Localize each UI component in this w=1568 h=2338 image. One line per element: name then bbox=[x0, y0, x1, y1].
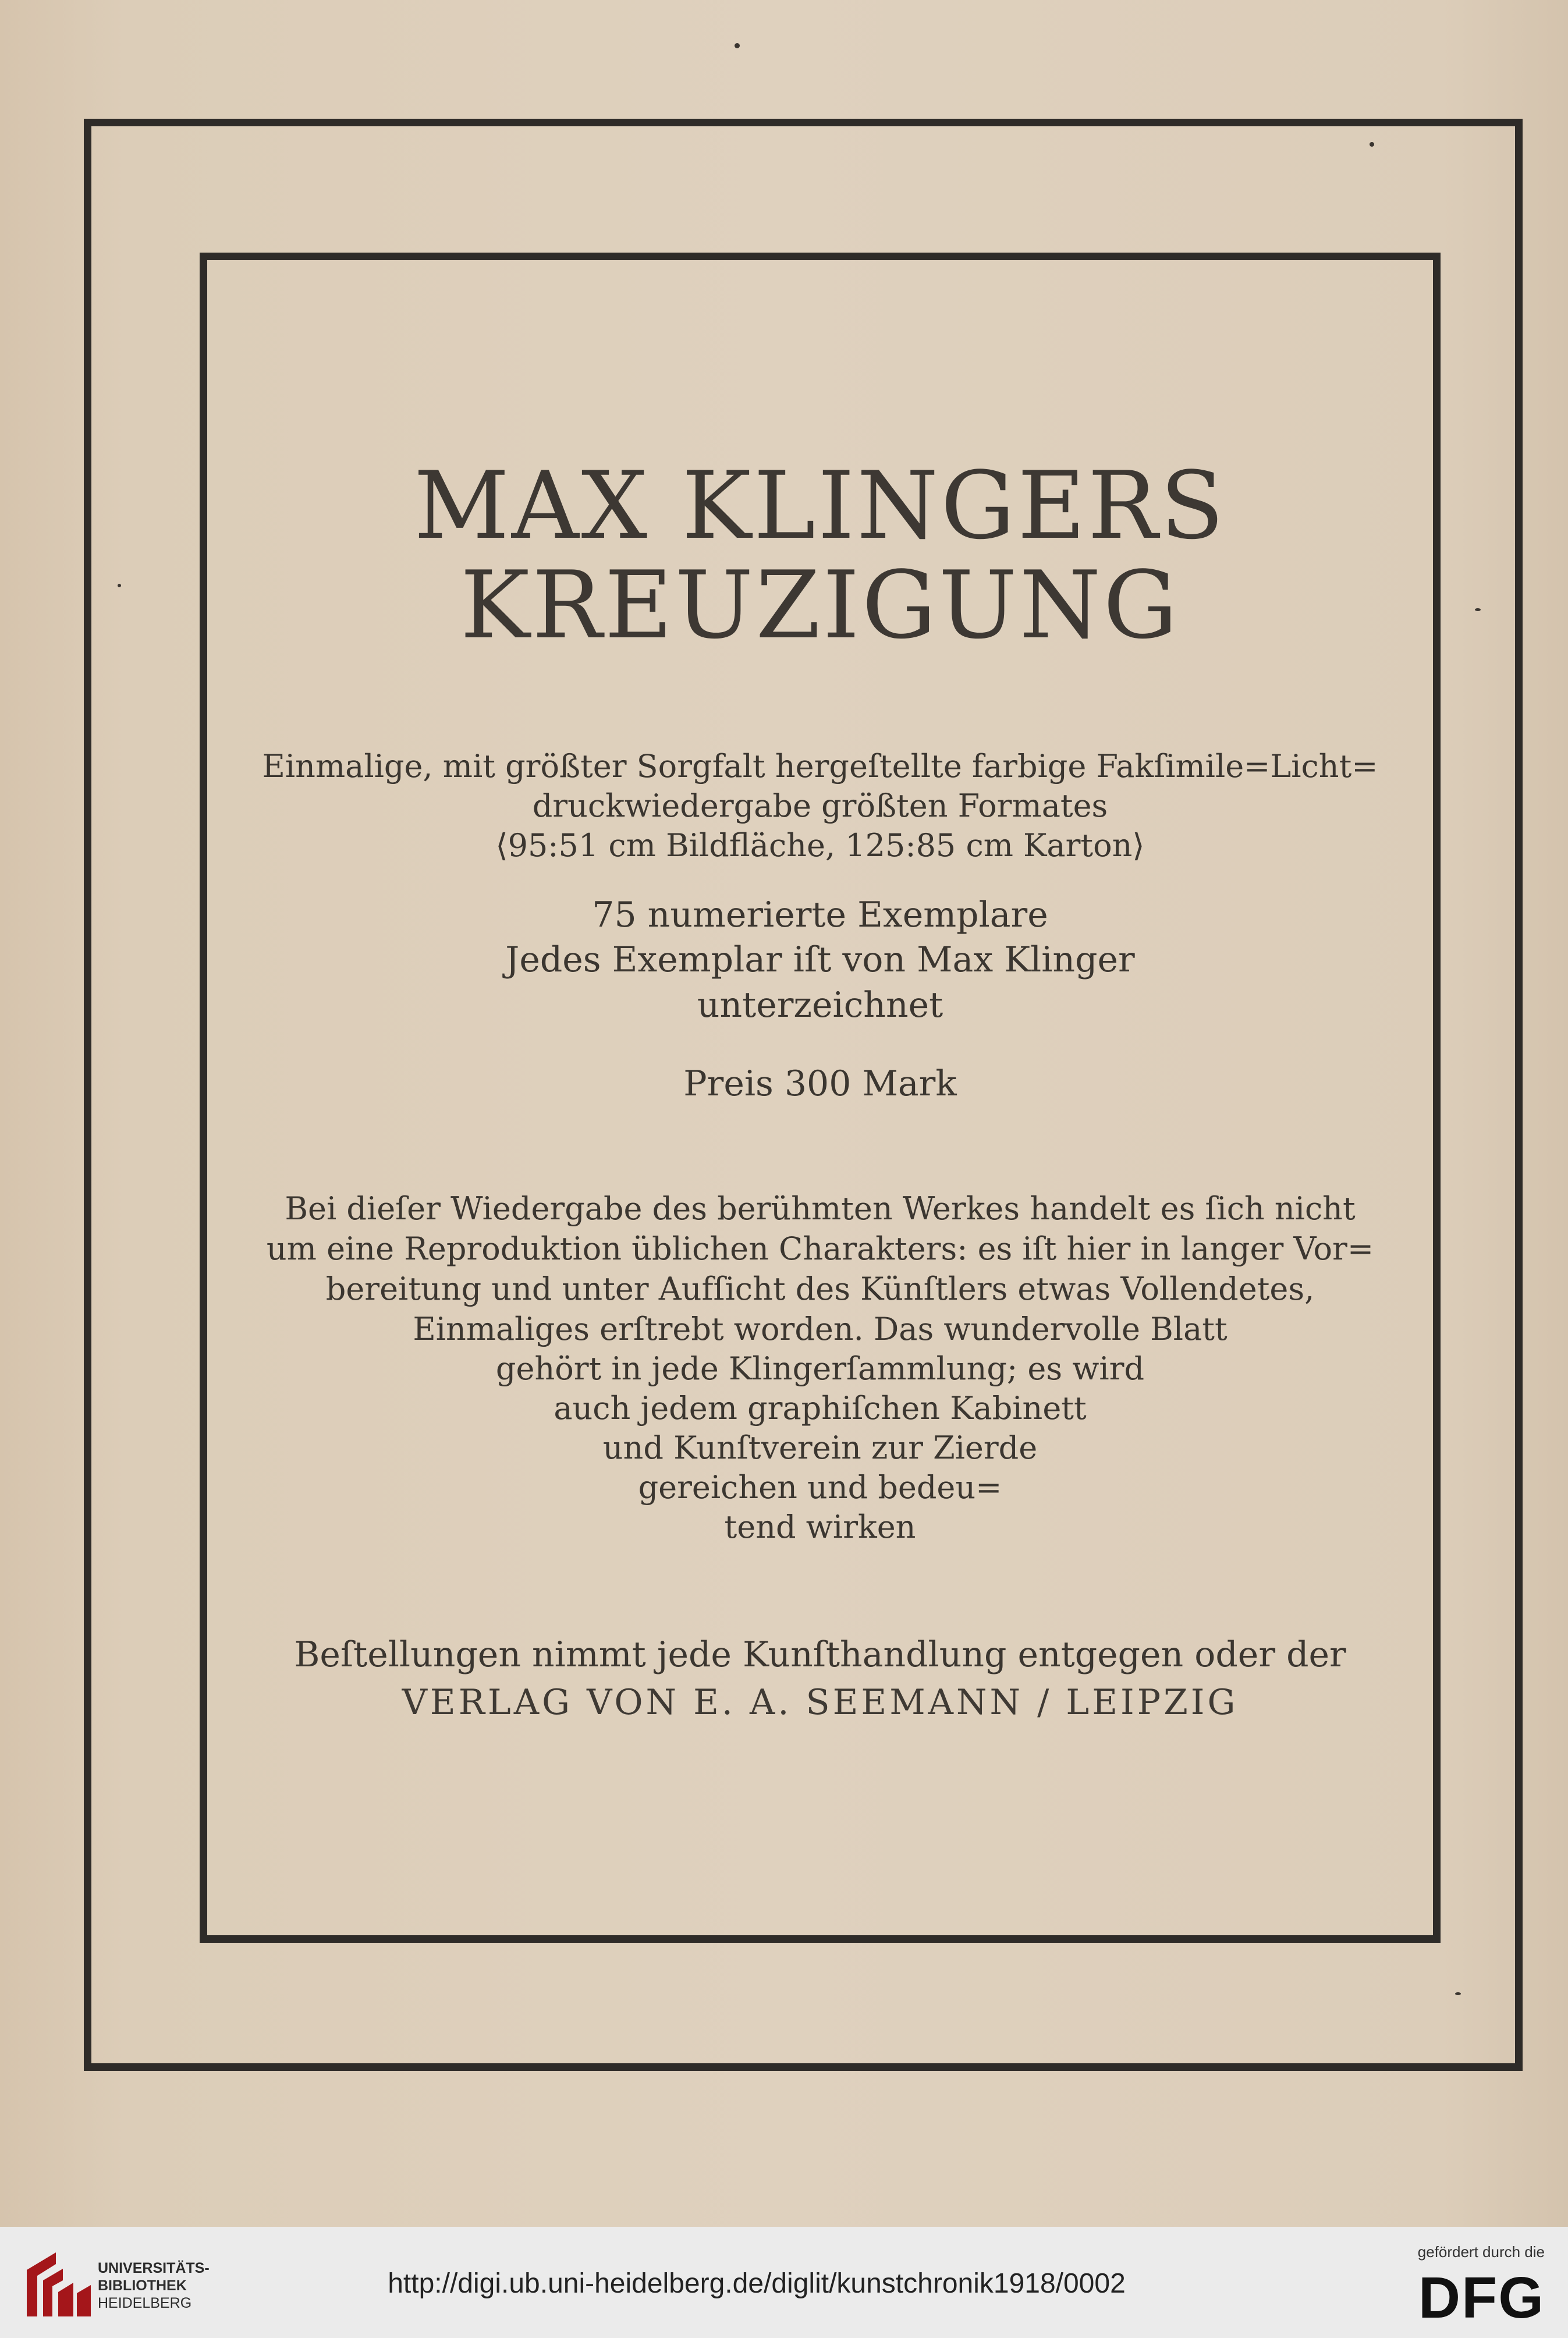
library-name-line-2: BIBLIOTHEK bbox=[98, 2277, 187, 2294]
body-line-5: gehört in jede Klingerſammlung; es wird bbox=[495, 1350, 1145, 1387]
order-line: Beſtellungen nimmt jede Kunſthandlung entgegen oder der bbox=[294, 1634, 1346, 1675]
permalink-url[interactable]: http://digi.ub.uni-heidelberg.de/diglit/kunstchronik1918/0002 bbox=[388, 2268, 1126, 2299]
edition-line-2: Jedes Exemplar iſt von Max Klinger bbox=[505, 939, 1135, 980]
university-seal-icon bbox=[21, 2247, 97, 2322]
body-line-4: Einmaliges erſtrebt worden. Das wundervolle Blatt bbox=[413, 1311, 1228, 1347]
description-line-1: Einmalige, mit größter Sorgfalt hergeſtellte farbige Fakſimile=Licht= bbox=[262, 748, 1378, 785]
body-line-7: und Kunſtverein zur Zierde bbox=[602, 1429, 1038, 1466]
publisher-line: VERLAG VON E. A. SEEMANN / LEIPZIG bbox=[402, 1682, 1239, 1723]
edition-line-3: unterzeichnet bbox=[697, 985, 943, 1026]
description-line-3: ⟨95:51 cm Bildfläche, 125:85 cm Karton⟩ bbox=[495, 827, 1145, 864]
dfg-logo: DFG bbox=[1418, 2265, 1545, 2330]
title-line-2: KREUZIGUNG bbox=[460, 551, 1180, 659]
body-line-3: bereitung und unter Aufſicht des Künſtlers etwas Vollendetes, bbox=[325, 1271, 1315, 1307]
body-line-6: auch jedem graphiſchen Kabinett bbox=[554, 1390, 1087, 1427]
advertisement-content bbox=[207, 260, 1433, 1935]
price-line: Preis 300 Mark bbox=[683, 1063, 957, 1104]
description-line-2: druckwiedergabe größten Formates bbox=[532, 787, 1108, 824]
library-footer bbox=[0, 2227, 1568, 2338]
funder-caption: gefördert durch die bbox=[1417, 2243, 1545, 2261]
body-line-9: tend wirken bbox=[724, 1509, 916, 1545]
body-line-8: gereichen und bedeu= bbox=[638, 1469, 1002, 1506]
body-line-1: Bei dieſer Wiedergabe des berühmten Werkes handelt es ſich nicht bbox=[285, 1190, 1356, 1227]
title-line-1: MAX KLINGERS bbox=[414, 451, 1226, 560]
library-name-line-1: UNIVERSITÄTS- bbox=[98, 2260, 210, 2276]
paper-speck bbox=[735, 43, 740, 48]
edition-line-1: 75 numerierte Exemplare bbox=[592, 895, 1048, 935]
library-name-line-3: HEIDELBERG bbox=[98, 2295, 192, 2311]
body-line-2: um eine Reproduktion üblichen Charakters: es iſt hier in langer Vor= bbox=[266, 1230, 1374, 1267]
